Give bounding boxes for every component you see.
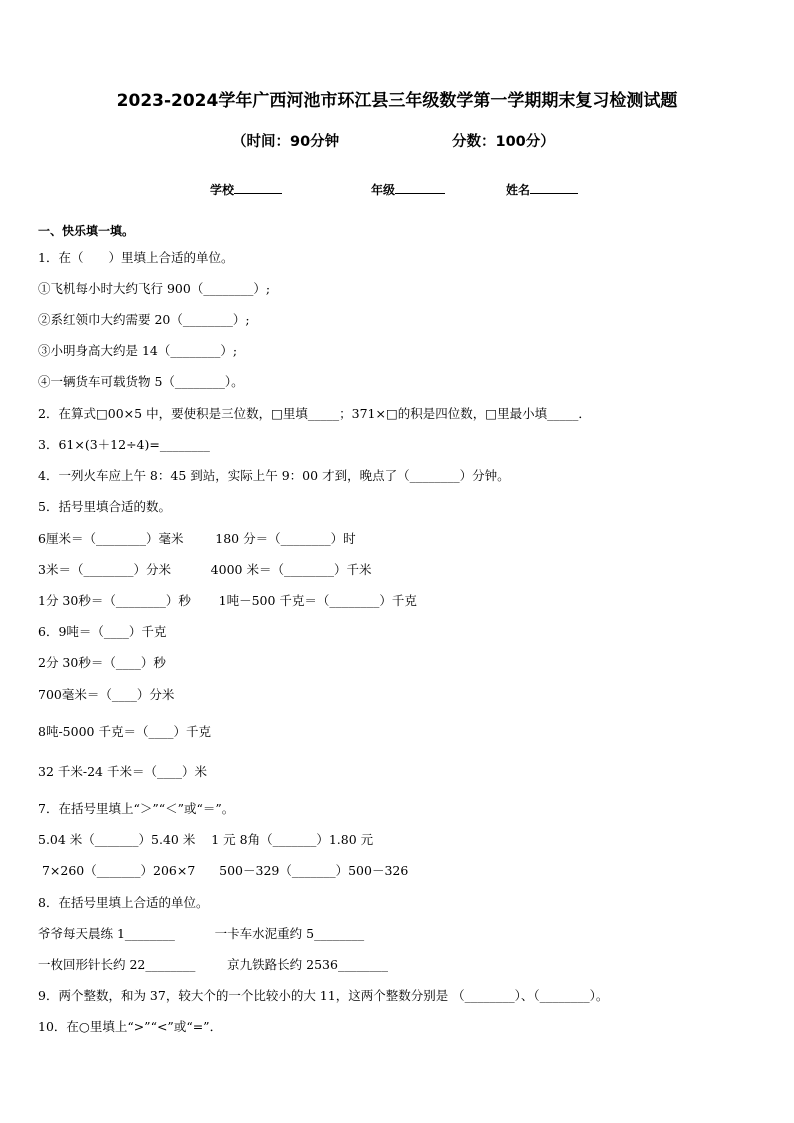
- question-1-item-1: ①飞机每小时大约飞行 900（________）;: [38, 281, 271, 296]
- school-blank[interactable]: [234, 181, 282, 194]
- question-7-row-1: 5.04 米（_______）5.40 米 1 元 8角（_______）1.80 元: [38, 832, 374, 847]
- question-5-row-3: 1分 30秒＝（________）秒 1吨－500 千克＝（________）千克: [38, 593, 417, 608]
- question-7-row-2: 7×260（_______）206×7 500－329（_______）500－326: [38, 863, 409, 878]
- section-heading: 一、快乐填一填。: [38, 224, 135, 238]
- page-title: 2023-2024学年广西河池市环江县三年级数学第一学期期末复习检测试题: [116, 91, 678, 111]
- grade-field: [371, 181, 445, 198]
- grade-blank[interactable]: [395, 181, 445, 194]
- question-3: 3．61×(3＋12÷4)=________: [38, 437, 210, 452]
- question-6-item-4: 8吨-5000 千克＝（____）千克: [38, 724, 211, 739]
- question-10: 10．在○里填上“>”“<”或“=”．: [38, 1019, 223, 1034]
- question-8-row-2: 一枚回形针长约 22________ 京九铁路长约 2536________: [38, 957, 388, 972]
- name-label: 姓名: [506, 183, 531, 197]
- question-1-item-3: ③小明身高大约是 14（________）;: [38, 343, 238, 358]
- school-label: 学校: [210, 183, 235, 197]
- exam-score: 分数：100分）: [452, 134, 555, 150]
- question-9: 9．两个整数，和为 37，较大个的一个比较小的大 11，这两个整数分别是 （________）、（________）。: [38, 988, 609, 1003]
- question-6-item-3: 700毫米＝（____）分米: [38, 687, 175, 702]
- school-field: [210, 181, 282, 198]
- grade-label: 年级: [371, 183, 396, 197]
- question-5: 5．括号里填合适的数。: [38, 499, 171, 514]
- question-5-row-2: 3米＝（________）分米 4000 米＝（________）千米: [38, 562, 372, 577]
- question-1-item-4: ④一辆货车可载货物 5（________）。: [38, 374, 244, 389]
- question-8-row-1: 爷爷每天晨练 1________ 一卡车水泥重约 5________: [38, 926, 365, 941]
- name-field: [506, 181, 578, 198]
- question-4: 4．一列火车应上午 8：45 到站，实际上午 9：00 才到，晚点了（________）分钟。: [38, 468, 510, 483]
- question-1-item-2: ②系红领巾大约需要 20（________）;: [38, 312, 250, 327]
- question-2: 2．在算式□00×5 中，要使积是三位数，□里填_____；371×□的积是四位数，□里最小填_____．: [38, 406, 591, 421]
- question-6: 6．9吨＝（____）千克: [38, 624, 167, 639]
- question-8: 8．在括号里填上合适的单位。: [38, 895, 209, 910]
- question-7: 7．在括号里填上“＞”“＜”或“＝”。: [38, 801, 235, 816]
- question-6-item-5: 32 千米-24 千米＝（____）米: [38, 764, 207, 779]
- exam-time: （时间：90分钟: [232, 134, 340, 150]
- question-5-row-1: 6厘米＝（________）毫米 180 分＝（________）时: [38, 531, 356, 546]
- question-1: 1．在（ ）里填上合适的单位。: [38, 250, 234, 265]
- question-6-item-2: 2分 30秒＝（____）秒: [38, 655, 166, 670]
- name-blank[interactable]: [530, 181, 578, 194]
